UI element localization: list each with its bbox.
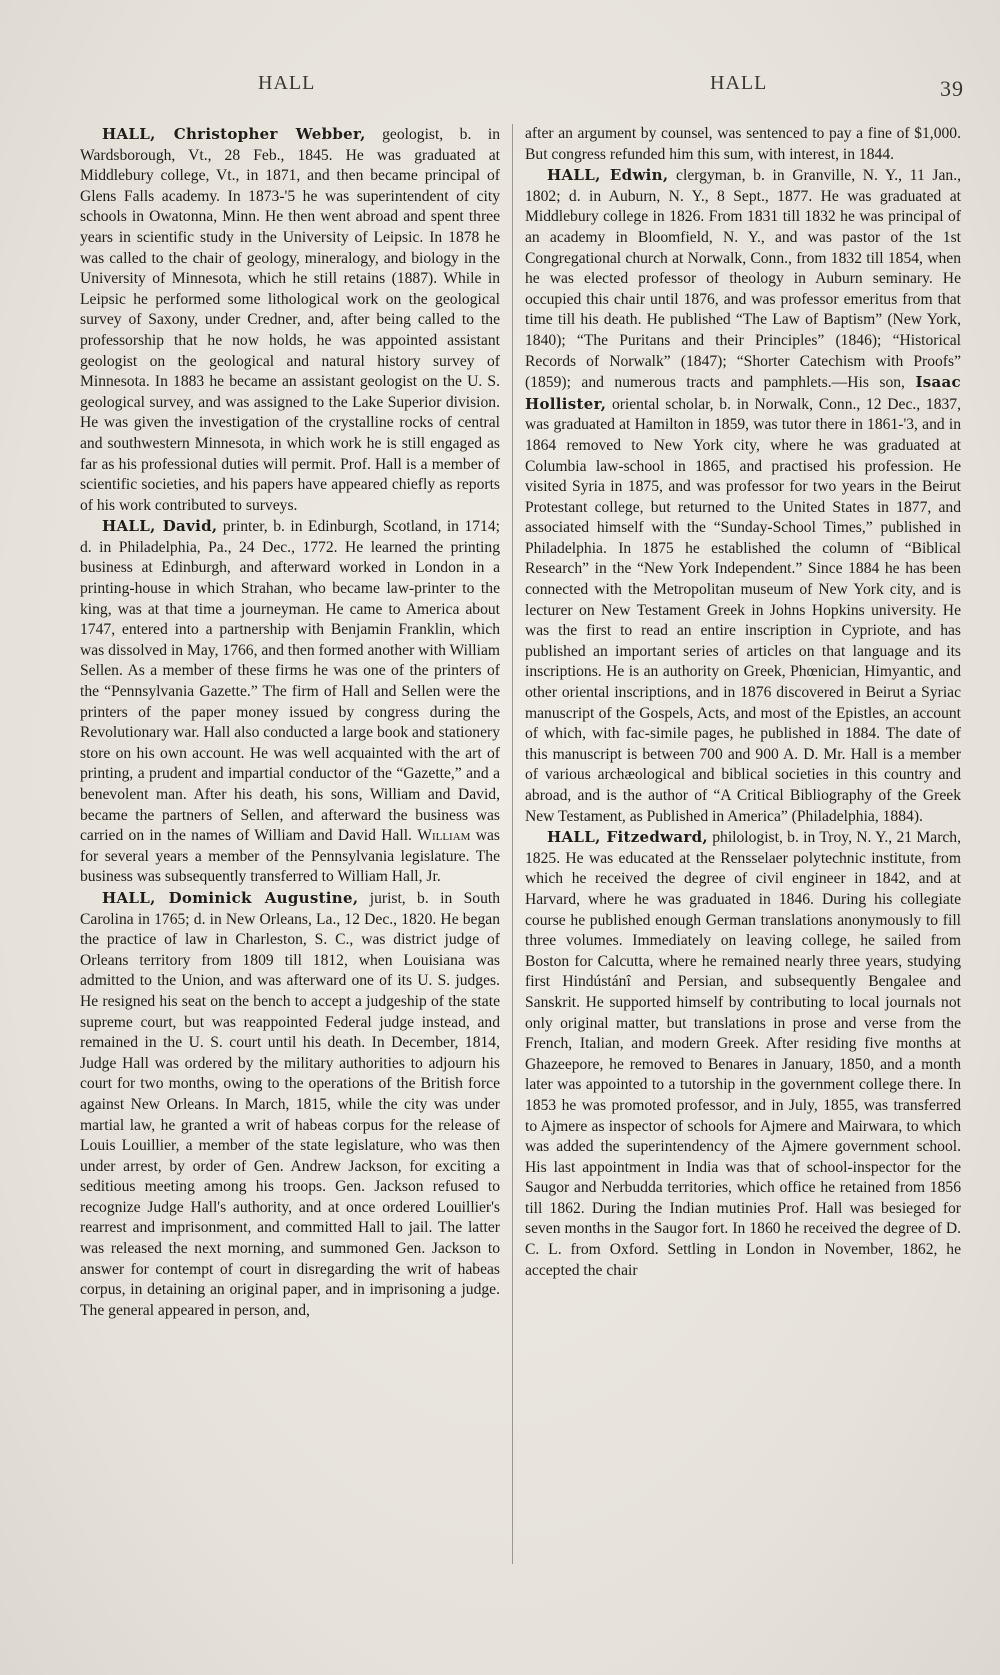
right-column (525, 124, 961, 1564)
entry-heading: HALL, David, (102, 517, 218, 536)
entry-text: philologist, b. in Troy, N. Y., 21 March, 1825. He was educated at the Rensselaer polytechnic institute, from which he received the degree of civil engineer in 1842, and at Harvard, where he was graduated in 1846. During his collegiate course he published enough German translations anonymously to fill three volumes. Immediately on leaving college, he sailed from Boston for Calcutta, where he remained nearly three years, studying first Hindústánî and Persian, and subsequently Bengalee and Sanskrit. He supported himself by contributing to local journals not only original matter, but translations in prose and verse from the French, Italian, and modern Greek. After residing five months at Ghazeepore, he removed to Benares in January, 1850, and a month later was appointed to a tutorship in the government college there. In 1853 he was promoted professor, and in July, 1855, was transferred to Ajmere as inspector of schools for Ajmere and Mairwara, to which was added the superintendency of the Ajmere government school. His last appointment in India was that of school-inspector for the Saugor and Nerbudda territories, which office he retained from 1856 till 1862. During the Indian mutinies Prof. Hall was besieged for seven months in the Saugor fort. In 1860 he received the degree of D. C. L. from Oxford. Settling in London in November, 1862, he accepted the chair (525, 829, 961, 1279)
running-head (80, 72, 964, 112)
entry-text: clergyman, b. in Granville, N. Y., 11 Jan., 1802; d. in Auburn, N. Y., 8 Sept., 1877. He was graduated at Middlebury college in 1826. From 1831 till 1832 he was principal of an academy in Bloomfield, N. Y., and was pastor of the 1st Congregational church at Norwalk, Conn., from 1832 till 1854, when he was elected professor of theology in Auburn seminary. He occupied this chair until 1876, and was professor emeritus from that time till his death. He published “The Law of Baptism” (New York, 1840); “The Puritans and their Principles” (1846); “Historical Records of Norwalk” (1847); “Shorter Catechism with Proofs” (1859); and numerous tracts and pamphlets.—His son, (525, 167, 962, 392)
entry-small-caps-name: William (417, 827, 471, 845)
entry-inline-heading: Isaac Hollister, (525, 373, 961, 413)
entry-text-continued: oriental scholar, b. in Norwalk, Conn., 12 Dec., 1837, was graduated at Hamilton in 1859, was tutor there in 1861-'3, and in 1864 removed to New York city, where he was graduated at Columbia law-school in 1865, and practised his profession. He visited Syria in 1875, and was professor for two years in the Beirut Protestant college, but returned to the United States in 1877, and associated himself with the “Sunday-School Times,” published in Philadelphia. In 1875 he established the column of “Biblical Research” in the “New York Independent.” Since 1884 he has been connected with the Metropolitan museum of New York city, and is lecturer on New Testament Greek in Johns Hopkins university. He was the first to read an entire inscription in Cypriote, and has published an important series of articles on that language and its inscriptions. He is an authority on Greek, Phœnician, Himyantic, and other oriental inscriptions, and in 1876 discovered in Beirut a Syriac manuscript of the Gospels, Acts, and most of the Epistles, an account of which, with fac-simile pages, he published in 1884. The date of this manuscript is between 700 and 900 A. D. Mr. Hall is a member of various archæological and biblical societies in this country and abroad, and is the author of “A Critical Bibliography of the Greek New Testament, as Published in America” (Philadelphia, 1884). (525, 395, 961, 825)
entry-heading: HALL, Fitzedward, (547, 828, 708, 847)
entry-text-continued: was for several years a member of the Pennsylvania legislature. The business was subsequently transferred to William Hall, Jr. (80, 827, 500, 886)
entry-david-hall (80, 516, 500, 888)
entry-dominick-augustine-hall (80, 888, 500, 1321)
entry-heading: HALL, Christopher Webber, (102, 125, 366, 143)
entry-christopher-webber-hall (80, 124, 500, 516)
entry-text: geologist, b. in Wardsborough, Vt., 28 Feb., 1845. He was graduated at Middlebury college, Vt., in 1871, and then became principal of Glens Falls academy. In 1873-'5 he was superintendent of city schools in Owatonna, Minn. He then went abroad and spent three years in scientific study in the University of Leipsic. In 1878 he was called to the chair of geology, mineralogy, and biology in the University of Minnesota, which he still retains (1887). While in Leipsic he performed some lithological work on the geological survey of Saxony, under Credner, and, after being called to the professorship that he now holds, he was appointed assistant geologist on the geological and natural history survey of Minnesota. In 1883 he became an assistant geologist on the U. S. geological survey, and was assigned to the Lake Superior division. He was given the investigation of the crystalline rocks of central and southwestern Minnesota, in which work he is still engaged as far as his professional duties will permit. Prof. Hall is a member of scientific societies, and his papers have appeared chiefly as reports of his work contributed to surveys. (80, 126, 500, 514)
left-column (80, 124, 512, 1564)
page-number: 39 (940, 76, 964, 101)
entry-text: printer, b. in Edinburgh, Scotland, in 1714; d. in Philadelphia, Pa., 24 Dec., 1772. He learned the printing business at Edinburgh, and afterward worked in London in a printing-house in which Strahan, who became law-printer to the king, was at that time a journeyman. He came to America about 1747, entered into a partnership with Benjamin Franklin, which was dissolved in May, 1766, and then formed another with William Sellen. As a member of these firms he was one of the printers of the “Pennsylvania Gazette.” The firm of Hall and Sellen were the printers of the paper money issued by congress during the Revolutionary war. Hall also conducted a large book and stationery store on his own account. He was well acquainted with the art of printing, a prudent and impartial conductor of the “Gazette,” and a benevolent man. After his death, his sons, William and David, became the partners of Sellen, and afterward the business was carried on in the names of William and David Hall. (80, 518, 500, 845)
entry-edwin-hall (525, 165, 961, 827)
column-divider (512, 124, 513, 1564)
entry-fitzedward-hall (525, 827, 961, 1281)
running-head-left: HALL (258, 72, 316, 94)
entry-heading: HALL, Edwin, (547, 166, 669, 185)
entry-heading: HALL, Dominick Augustine, (102, 888, 359, 907)
entry-continuation (525, 124, 961, 165)
running-head-right: HALL (710, 72, 768, 94)
entry-text: after an argument by counsel, was sentenced to pay a fine of $1,000. But congress refunded him this sum, with interest, in 1844. (525, 125, 961, 163)
text-columns (80, 124, 964, 1564)
entry-text: jurist, b. in South Carolina in 1765; d. in New Orleans, La., 12 Dec., 1820. He began the practice of law in Charleston, S. C., was district judge of Orleans territory from 1809 till 1812, when Louisiana was admitted to the Union, and was afterward one of its U. S. judges. He resigned his seat on the bench to accept a judgeship of the state supreme court, but was reappointed Federal judge instead, and remained in the U. S. court until his death. In December, 1814, Judge Hall was ordered by the military authorities to adjourn his court for two months, owing to the operations of the British force against New Orleans. In March, 1815, while the city was under martial law, he granted a writ of habeas corpus for the release of Louis Louillier, a member of the state legislature, who was then under arrest, by order of Gen. Andrew Jackson, for exciting a seditious meeting among his troops. Gen. Jackson refused to recognize Judge Hall's authority, and at once ordered Louillier's rearrest and imprisonment, and committed Hall to jail. The latter was released the next morning, and summoned Gen. Jackson to answer for contempt of court in disregarding the writ of habeas corpus, in detaining an original paper, and in imprisoning a judge. The general appeared in person, and, (80, 889, 500, 1319)
